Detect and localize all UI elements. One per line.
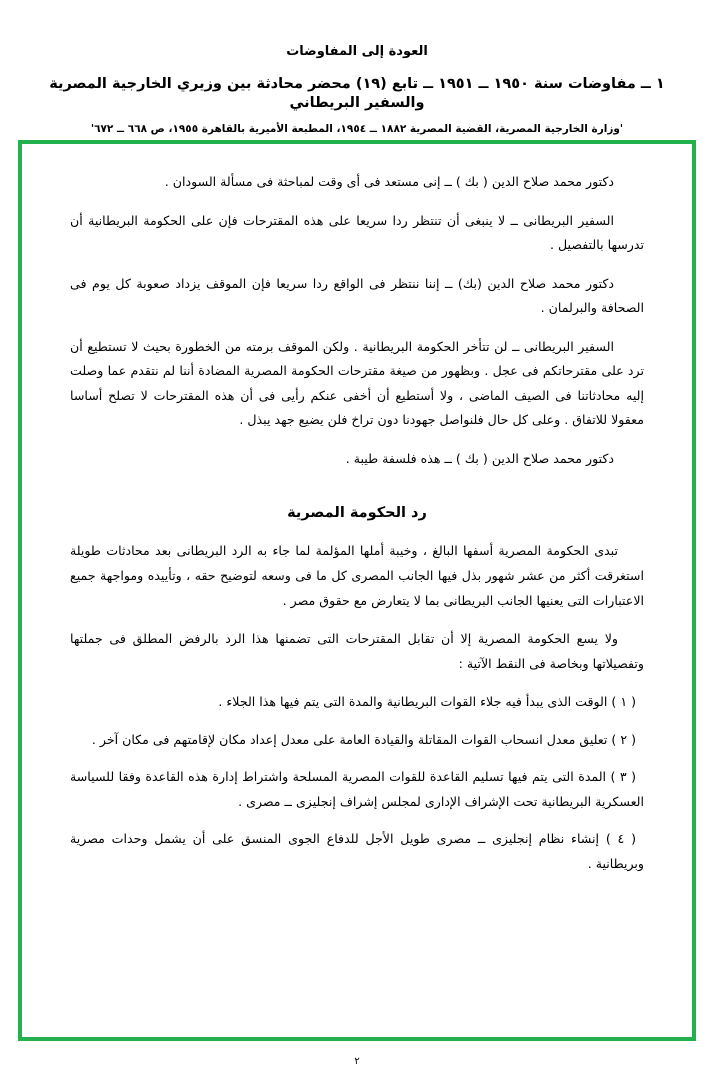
list-item: ( ٤ ) إنشاء نظام إنجليزى ــ مصرى طويل الأجل للدفاع الجوى المنسق على أن يشمل وحدات مصرية وبريطانية . [70, 831, 644, 871]
paragraph: تبدى الحكومة المصرية أسفها البالغ ، وخيبة أملها المؤلمة لما جاء به الرد البريطانى بعد محادثات طويلة استغرقت أكثر من عشر شهور بذل فيها الجانب المصرى كل ما فى وسعه لتوضيح حقه ، وتأييده ومواجهة جميع الاعتبارات التى يعنيها الجانب البريطانى بما لا يتعارض مع حقوق مصر . [70, 543, 644, 608]
paragraph: دكتور محمد صلاح الدين ( بك ) ــ هذه فلسفة طيبة . [345, 450, 614, 466]
page-number: ٢ [354, 1056, 360, 1067]
paragraph: السفير البريطانى ــ لا ينبغى أن تنتظر ردا سريعا على هذه المقترحات فإن على الحكومة البريطانية أن تدرسها بالتفصيل . [70, 212, 644, 253]
paragraph: دكتور محمد صلاح الدين (بك) ــ إننا ننتظر فى الواقع ردا سريعا فإن الموقف يزداد صعوبة كل يوم فى الصحافة والبرلمان . [70, 275, 644, 316]
section-heading: رد الحكومة المصرية [287, 505, 427, 522]
document-subtitle: ١ ــ مفاوضات سنة ١٩٥٠ ــ ١٩٥١ ــ تابع (١٩) محضر محادثة بين وزيري الخارجية المصرية والسفير البريطاني [49, 76, 665, 111]
paragraph: دكتور محمد صلاح الدين ( بك ) ــ إنى مستعد فى أى وقت لمباحثة فى مسألة السودان . [164, 174, 614, 189]
paragraph: السفير البريطانى ــ لن تتأخر الحكومة البريطانية . ولكن الموقف برمته من الخطورة بحيث لا تستطيع أن ترد على مقترحاتكم فى عجل . وبظهور من صيغة مقترحات الحكومة المصرية المضادة أننا لم نتقدم عما وصلت إليه محادثاتنا فى الصيف الماضى ، ولا أستطيع أن أخفى عنكم رأيى فى أن هذه المقترحات لا تصلح أساسا معقولا للاتفاق . وعلى كل حال فلنواصل جهودنا دون تراخ فلن يضيع جهد يبذل . [70, 338, 644, 428]
document-body [22, 144, 692, 1037]
paragraph: ولا يسع الحكومة المصرية إلا أن تقابل المقترحات التى تضمنها هذا الرد بالرفض المطلق فى جملتها وتفصيلاتها وبخاصة فى النقط الآتية : [70, 631, 644, 671]
list-item: ( ١ ) الوقت الذى يبدأ فيه جلاء القوات البريطانية والمدة التى يتم فيها هذا الجلاء . [218, 694, 636, 710]
green-border-frame [18, 140, 696, 1041]
list-item: ( ٣ ) المدة التى يتم فيها تسليم القاعدة للقوات المصرية المسلحة واشتراط إدارة هذه القاعدة وفقا للسياسة العسكرية البريطانية تحت الإشراف الإدارى لمجلس إشراف إنجليزى ــ مصرى . [70, 769, 644, 809]
list-item: ( ٢ ) تعليق معدل انسحاب القوات المقاتلة والقيادة العامة على معدل إعداد مكان لإقامتهم فى مكان آخر . [91, 731, 636, 747]
document-header [0, 0, 714, 136]
source-citation: 'وزارة الخارجية المصرية، القضية المصرية ١٨٨٢ ــ ١٩٥٤، المطبعة الأميرية بالقاهرة ١٩٥٥، ص ٦٦٨ ــ ٦٧٢' [90, 122, 624, 135]
page-title: العودة إلى المفاوضات [286, 44, 428, 59]
